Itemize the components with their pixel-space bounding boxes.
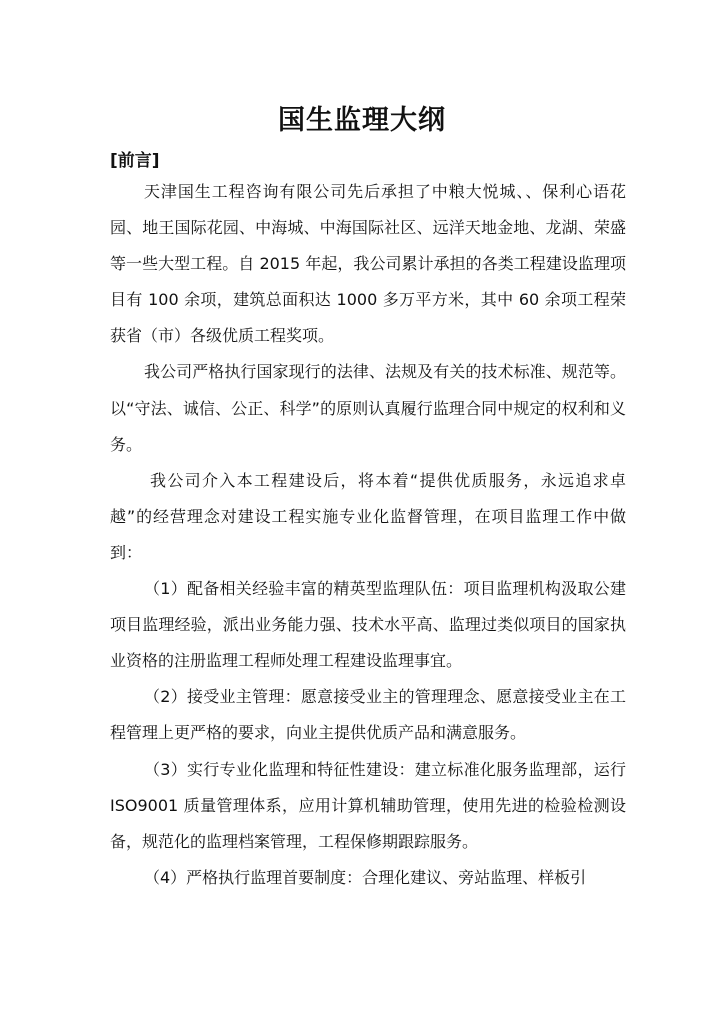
section-heading-preface: [前言] (110, 151, 160, 171)
paragraph-service-philosophy: 我公司介入本工程建设后，将本着“提供优质服务，永远追求卓越”的经营理念对建设工程实施专业化监督管理，在项目监理工作中做到： (110, 470, 626, 562)
paragraph-company-history: 天津国生工程咨询有限公司先后承担了中粮大悦城、、保利心语花园、地王国际花园、中海城、中海国际社区、远洋天地金地、龙湖、荣盛等一些大型工程。自 2015 年起，我公司累计承担的各类工程建设监理项目有 100 余项，建筑总面积达 1000 多万平方米，其中 60 余项工程荣获省（市）各级优质工程奖项。 (110, 182, 626, 346)
paragraph-item-1: （1）配备相关经验丰富的精英型监理队伍：项目监理机构汲取公建项目监理经验，派出业务能力强、技术水平高、监理过类似项目的国家执业资格的注册监理工程师处理工程建设监理事宜。 (110, 579, 626, 671)
document-title: 国生监理大纲 (278, 105, 446, 136)
document-body (110, 174, 626, 896)
paragraph-item-4: （4）严格执行监理首要制度：合理化建议、旁站监理、样板引 (144, 867, 587, 887)
paragraph-compliance: 我公司严格执行国家现行的法律、法规及有关的技术标准、规范等。以“守法、诚信、公正、科学”的原则认真履行监理合同中规定的权利和义务。 (110, 362, 626, 454)
paragraph-item-3: （3）实行专业化监理和特征性建设：建立标准化服务监理部，运行 ISO9001 质量管理体系，应用计算机辅助管理，使用先进的检验检测设备，规范化的监理档案管理，工程保修期跟踪服务。 (110, 759, 626, 851)
paragraph-item-2: （2）接受业主管理：愿意接受业主的管理理念、愿意接受业主在工程管理上更严格的要求，向业主提供优质产品和满意服务。 (110, 687, 626, 743)
